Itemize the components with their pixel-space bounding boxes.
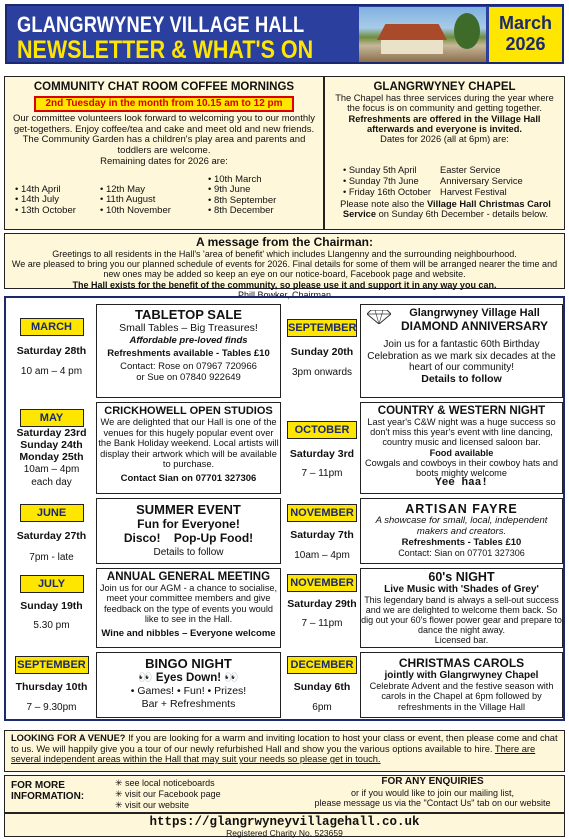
- enquiries: [305, 777, 560, 809]
- village-hall-photo: [359, 7, 486, 62]
- event-day: Thursday 10th: [15, 681, 88, 693]
- event-time: 7 – 11pm: [301, 468, 343, 479]
- event-time: 10 am – 4 pm: [20, 366, 83, 377]
- month-label: MAY: [20, 409, 84, 427]
- coffee-mornings-title: COMMUNITY CHAT ROOM COFFEE MORNINGS: [33, 81, 295, 93]
- newsletter-title: NEWSLETTER & WHAT'S ON: [17, 36, 314, 64]
- event-day: Saturday 28th: [16, 345, 87, 357]
- venue-hire-box: [4, 730, 565, 772]
- info-item-website: ✳ visit our website: [115, 800, 190, 810]
- bingo-eyes-down: 👀 Eyes Down! 👀: [138, 672, 239, 684]
- event-time: each day: [31, 477, 72, 488]
- event-body: Celebrate Advent and the festive season with carols in the Chapel at 6pm followed by refreshments in the Village Hall: [369, 681, 554, 712]
- more-info-box: [4, 775, 565, 813]
- month-label: MARCH: [20, 318, 84, 336]
- eyes-icon: 👀: [221, 672, 239, 684]
- event-subtitle: • Games! • Fun! • Prizes!: [130, 685, 247, 697]
- event-note: Yee haa!: [435, 477, 488, 490]
- month-label: SEPTEMBER: [287, 319, 357, 337]
- diamond-icon: [367, 310, 391, 324]
- event-title: ARTISAN FAYRE: [405, 502, 518, 516]
- hall-name: GLANGRWYNEY VILLAGE HALL: [17, 12, 305, 37]
- event-open-studios: [96, 402, 281, 494]
- event-body: Last year's C&W night was a huge success so don't miss this year's event with line dancing, country music and licensed saloon bar.: [367, 417, 556, 448]
- event-note: Bar + Refreshments: [141, 698, 236, 710]
- event-date-september-anniversary: [285, 314, 359, 402]
- event-note: Details to follow: [153, 547, 224, 558]
- event-time: 7 – 11pm: [301, 618, 343, 629]
- coffee-date: • 13th October: [15, 204, 76, 216]
- chapel-dates-label: Dates for 2026 (all at 6pm) are:: [380, 134, 509, 145]
- chapel-refreshments: Refreshments are offered in the Village Hall afterwards and everyone is invited.: [348, 113, 541, 134]
- event-day: Sunday 19th: [20, 600, 83, 612]
- month-label: NOVEMBER: [287, 504, 357, 522]
- venue-hire-note: There are several independent areas within the Hall that may suit your needs so please get in touch.: [11, 743, 536, 765]
- event-diamond-anniversary: [360, 304, 563, 398]
- coffee-date: • 8th December: [208, 205, 274, 217]
- coffee-date: • 10th March: [208, 174, 262, 185]
- event-day: Saturday 3rd: [289, 448, 355, 460]
- coffee-mornings-box: [4, 76, 324, 230]
- event-day: Sunday 24th: [20, 439, 83, 451]
- event-title: ANNUAL GENERAL MEETING: [106, 571, 271, 583]
- event-time: 7 – 9.30pm: [26, 702, 77, 713]
- event-time: 6pm: [312, 702, 332, 713]
- coffee-date: • 10th November: [100, 204, 171, 216]
- events-grid: [4, 296, 565, 721]
- venue-hire-title: LOOKING FOR A VENUE?: [11, 733, 126, 743]
- event-date-november-fayre: [285, 498, 359, 564]
- event-day: Monday 25th: [19, 451, 84, 463]
- chapel-title: GLANGRWYNEY CHAPEL: [373, 81, 516, 93]
- chapel-service: • Friday 16th October Harvest Festival: [343, 187, 507, 197]
- event-note: Licensed bar.: [434, 635, 489, 645]
- event-day: Sunday 20th: [290, 346, 354, 358]
- coffee-date: • 14th July: [15, 194, 59, 206]
- chairman-line: Greetings to all residents in the Hall's 'area of benefit' which includes Llangenny and the surrounding neighbourhood.: [52, 249, 517, 259]
- event-60s-night: [360, 568, 563, 648]
- event-day: Saturday 23rd: [16, 427, 87, 439]
- month-label: SEPTEMBER: [15, 656, 89, 674]
- event-refreshments: Food available: [429, 447, 494, 458]
- event-title: COUNTRY & WESTERN NIGHT: [377, 405, 546, 417]
- event-day: Sunday 6th: [293, 681, 351, 693]
- event-day: Saturday 7th: [290, 529, 354, 541]
- chairman-title: A message from the Chairman:: [196, 235, 373, 249]
- chapel-services: [343, 165, 523, 198]
- event-body: Join us for a fantastic 60th Birthday Celebration as we mark six decades at the heart of our community!: [367, 339, 556, 373]
- event-body: This legendary band is always a sell-out success and we are delighted to welcome them back. So dig out your 60's flower power gear and prepare to dance the night away.: [361, 595, 562, 635]
- event-day: Saturday 27th: [16, 530, 87, 542]
- event-title: CHRISTMAS CAROLS: [398, 656, 525, 670]
- event-artisan-fayre: [360, 498, 563, 564]
- chapel-service: • Sunday 7th June Anniversary Service: [343, 176, 523, 186]
- coffee-date: • 8th September: [208, 194, 277, 206]
- coffee-date: • 9th June: [208, 184, 251, 196]
- event-contact: or Sue on 07840 922649: [136, 372, 241, 383]
- event-body: We are delighted that our Hall is one of the venues for this hugely popular event over the Bank Holiday weekend. Local artists will display their artwork which will be available to purchase.: [98, 417, 279, 470]
- chairman-line: We are pleased to bring you our planned schedule of events for 2026. Final details for some of them will be arranged nearer the time and new ones may be added so keep an eye on our notice-board, Facebook page and website.: [11, 259, 558, 280]
- event-agm: [96, 568, 281, 648]
- event-title: TABLETOP SALE: [135, 307, 242, 322]
- event-time: 3pm onwards: [291, 367, 353, 378]
- month-label: JULY: [20, 575, 84, 593]
- month-label: JUNE: [20, 504, 84, 522]
- newsletter-header: [5, 4, 564, 64]
- event-time: 7pm - late: [29, 552, 74, 563]
- event-date-may: [9, 404, 94, 492]
- event-bingo: [96, 652, 281, 718]
- month-label: NOVEMBER: [287, 574, 357, 592]
- event-date-october: [285, 404, 359, 492]
- venue-hire-body: If you are looking for a warm and inviting location to host your class or event, then please come and chat to us. We will happily give you a tour of our newly refurbished Hall and show you the various options available to hire.: [11, 733, 558, 754]
- event-contact: Contact Sian on 07701 327306: [120, 472, 257, 484]
- event-country-western: [360, 402, 563, 494]
- event-time: 10am – 4pm: [23, 464, 80, 475]
- info-item-facebook: ✳ visit our Facebook page: [115, 789, 221, 799]
- chapel-service: • Sunday 5th April Easter Service: [343, 165, 501, 175]
- website-url[interactable]: https://glangrwyneyvillagehall.co.uk: [149, 815, 420, 829]
- event-summer: [96, 498, 281, 564]
- event-refreshments: Wine and nibbles – Everyone welcome: [101, 627, 276, 639]
- charity-number: Registered Charity No. 523659: [226, 828, 343, 838]
- event-time: 10am – 4pm: [294, 550, 350, 561]
- event-date-march: [9, 314, 94, 402]
- event-subtitle: Live Music with 'Shades of Grey': [384, 584, 539, 595]
- chapel-body: The Chapel has three services during the year where the focus is on community and getting together.: [335, 93, 554, 114]
- event-body: A showcase for small, local, independent makers and creators.: [375, 515, 548, 537]
- issue-month: March: [498, 13, 552, 33]
- coffee-mornings-body: Our committee volunteers look forward to welcoming you to our monthly get-togethers. Enjoy coffee/tea and cake and meet old and new friends. The Community Garden has a children's play area and parents and toddlers are welcome.: [12, 113, 316, 156]
- event-refreshments: Refreshments available - Tables £10: [107, 348, 270, 359]
- eyes-icon: 👀: [138, 672, 156, 684]
- event-subtitle: Fun for Everyone!: [137, 517, 240, 531]
- event-subtitle: Small Tables – Big Treasures!: [119, 322, 258, 334]
- event-date-november-60s: [285, 570, 359, 642]
- event-date-september-bingo: [9, 652, 94, 718]
- event-note: Cowgals and cowboys in their cowboy hats and boots mighty welcome: [364, 457, 559, 479]
- event-tabletop-sale: [96, 304, 281, 398]
- enquiries-line: please message us via the "Contact Us" tab on our website: [314, 798, 551, 808]
- month-label: DECEMBER: [287, 656, 357, 674]
- chairman-message: [4, 233, 565, 300]
- chairman-signature: Phill Bowker, Chairman: [237, 289, 332, 300]
- more-info-list: [115, 778, 221, 811]
- issue-date: [489, 7, 562, 62]
- event-refreshments: Refreshments - Tables £10: [401, 537, 522, 548]
- info-item-noticeboards: ✳ see local noticeboards: [115, 778, 215, 788]
- event-title: DIAMOND ANNIVERSARY: [400, 319, 549, 333]
- event-subtitle: Disco! Pop-Up Food!: [123, 531, 254, 545]
- event-note: Details to follow: [421, 372, 502, 385]
- chapel-box: [324, 76, 565, 230]
- event-title: CRICKHOWELL OPEN STUDIOS: [104, 405, 273, 417]
- event-subtitle: jointly with Glangrwyney Chapel: [384, 670, 539, 681]
- event-date-december: [285, 652, 359, 718]
- month-label: OCTOBER: [287, 421, 357, 439]
- event-title: 60's NIGHT: [428, 570, 495, 584]
- coffee-date: • 12th May: [100, 184, 146, 195]
- website-box: [4, 813, 565, 837]
- event-day: Saturday 29th: [287, 598, 357, 610]
- event-contact: Contact: Sian on 07701 327306: [398, 548, 525, 558]
- enquiries-title: FOR ANY ENQUIRIES: [381, 776, 484, 787]
- event-title: Glangrwyney Village Hall: [409, 307, 540, 319]
- event-time: 5.30 pm: [33, 620, 70, 631]
- coffee-mornings-when: 2nd Tuesday in the month from 10.15 am to 12 pm: [34, 96, 294, 112]
- event-christmas-carols: [360, 652, 563, 718]
- event-body: Join us for our AGM - a chance to socialise, meet your committee members and give feedback on the type of events you would like to see in the Hall.: [99, 583, 278, 625]
- enquiries-line: or if you would like to join our mailing list,: [350, 787, 515, 798]
- coffee-date: • 11th August: [100, 194, 156, 206]
- event-title: BINGO NIGHT: [145, 656, 232, 671]
- event-subtitle: Affordable pre-loved finds: [129, 335, 248, 346]
- coffee-date: • 14th April: [15, 184, 61, 195]
- event-contact: Contact: Rose on 07967 720966: [120, 361, 257, 372]
- event-date-july: [9, 570, 94, 642]
- chapel-note: Please note also the Village Hall Christmas Carol Service on Sunday 6th December - details below.: [340, 199, 551, 220]
- remaining-dates-label: Remaining dates for 2026 are:: [100, 156, 228, 167]
- more-info-label: FOR MORE INFORMATION:: [11, 780, 85, 802]
- event-date-june: [9, 498, 94, 564]
- issue-year: 2026: [505, 34, 546, 54]
- chairman-line: The Hall exists for the benefit of the community, so please use it and support it in any way you can.: [72, 279, 497, 290]
- event-title: SUMMER EVENT: [136, 502, 241, 517]
